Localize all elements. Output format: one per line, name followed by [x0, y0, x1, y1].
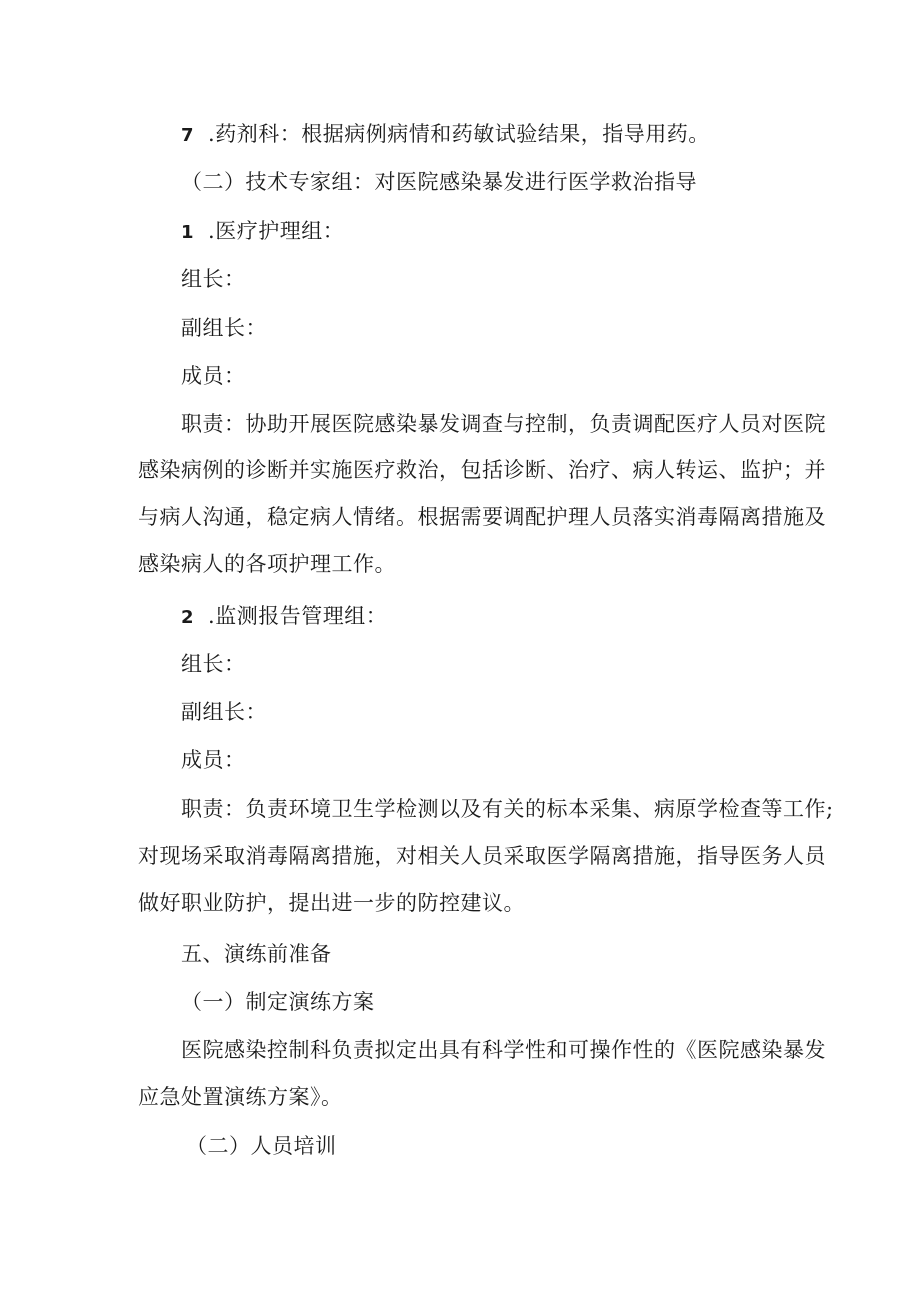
group-2-leader: 组长：: [181, 652, 246, 676]
sub-1-paragraph-line: 应急处置演练方案》。: [138, 1085, 343, 1109]
group-2-members: 成员：: [181, 748, 246, 772]
group-2-duty-line: 对现场采取消毒隔离措施，对相关人员采取医学隔离措施，指导医务人员: [138, 844, 826, 868]
group-1-title: [181, 217, 344, 247]
group-1-duty-line: 感染病人的各项护理工作。: [138, 552, 396, 576]
item-7: [181, 120, 710, 150]
group-2-duty-line: 职责：负责环境卫生学检测以及有关的标本采集、病原学检查等工作;: [181, 797, 834, 821]
tech-group-heading: （二）技术专家组：对医院感染暴发进行医学救治指导: [181, 170, 697, 194]
sub-1-heading: （一）制定演练方案: [181, 990, 375, 1014]
group-2-deputy: 副组长：: [181, 700, 267, 724]
group-1-duty-line: 与病人沟通，稳定病人情绪。根据需要调配护理人员落实消毒隔离措施及: [138, 505, 826, 529]
item-number: 7: [181, 125, 195, 146]
group-number: 2: [181, 607, 195, 628]
sub-2-heading: （二）人员培训: [186, 1134, 337, 1158]
sub-1-paragraph-line: 医院感染控制科负责拟定出具有科学性和可操作性的《医院感染暴发: [181, 1038, 826, 1062]
group-2-duty-line: 做好职业防护，提出进一步的防控建议。: [138, 891, 525, 915]
group-title-text: .监测报告管理组：: [208, 604, 388, 628]
group-2-title: [181, 602, 387, 632]
section-5-heading: 五、演练前准备: [181, 942, 332, 966]
group-1-duty-line: 职责：协助开展医院感染暴发调查与控制，负责调配医疗人员对医院: [181, 412, 826, 436]
group-1-deputy: 副组长：: [181, 316, 267, 340]
group-1-leader: 组长：: [181, 267, 246, 291]
group-1-duty-line: 感染病例的诊断并实施医疗救治，包括诊断、治疗、病人转运、监护；并: [138, 458, 826, 482]
group-title-text: .医疗护理组：: [208, 219, 345, 243]
group-1-members: 成员：: [181, 364, 246, 388]
group-number: 1: [181, 222, 195, 243]
item-text: .药剂科：根据病例病情和药敏试验结果，指导用药。: [208, 122, 710, 146]
